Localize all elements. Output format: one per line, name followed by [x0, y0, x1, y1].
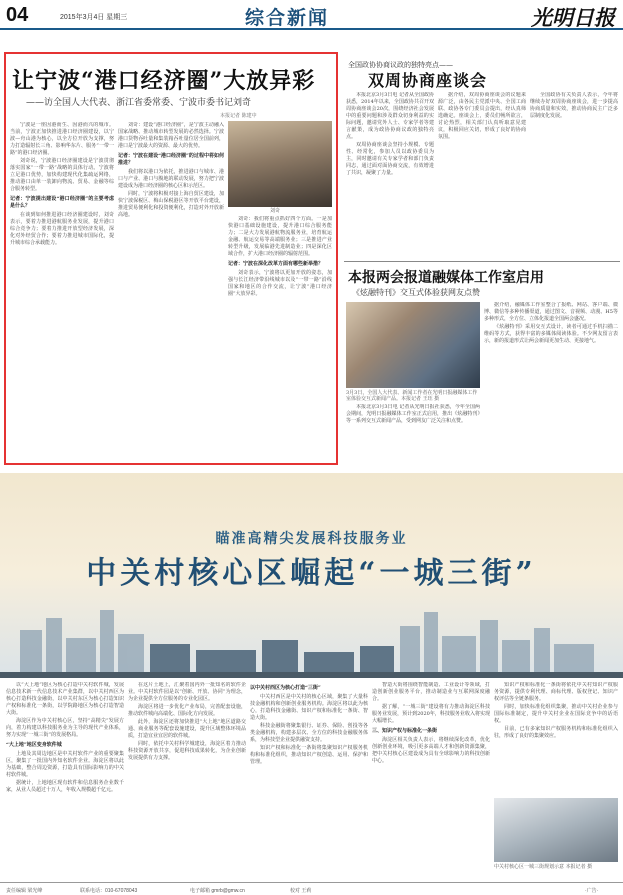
lead-portrait-photo [228, 121, 332, 207]
feature-paragraph: 据了解，“一城三街”建设将有力推动海淀区科技服务业发展，预计到2020年，科技服务业收入将实现大幅增长。 [372, 704, 490, 724]
footer-proofreader: 校对 王莉 [290, 888, 312, 894]
section-divider [344, 261, 620, 262]
feature-paragraph: 同时，加快标准化组织集聚，推动中关村企业参与国际标准制定，提升中关村企业在国际竞争中的话语权。 [494, 704, 618, 724]
footer-email: 电子邮箱 gmrb@gmw.cn [190, 888, 245, 894]
feature-paragraph: 知识产权和标准化一条街将集聚知识产权服务机构和标准化组织，推动知识产权创造、运用、保护和管理。 [250, 745, 368, 765]
feature-paragraph: 以“大上地”地区为核心打造中关村软件城，发展信息技术新一代信息技术产业集群，以中关村西区为核心打造科技金融街，以中关村东区为核心打造知识产权和标准化一条街，以学院路地区为核心打造智造大街。 [6, 682, 124, 716]
feature-paragraph: 知识产权和标准化一条街将依托中关村知识产权服务资源，提供专利代理、商标代理、版权登记、知识产权评估等全链条服务。 [494, 682, 618, 702]
feature-column-1 [6, 682, 124, 878]
lead-paragraph: 刘奇：建设“港口经济圈”，是宁波主动融入国家战略、推动城市转型发展的必然选择。宁波港口货物吞吐量和集装箱吞吐量位居全国前列，港口是宁波最大的资源、最大的优势。 [118, 122, 224, 149]
feature-kicker: 瞄准高精尖发展科技服务业 [215, 531, 408, 547]
cppcc-column-1 [346, 92, 434, 258]
cppcc-kicker: 全国政协协商议政的独特亮点—— [348, 61, 453, 69]
media-studio-subtitle: 《炫融特刊》交互式体验获网友点赞 [352, 288, 480, 297]
lead-paragraph: 宁波是一座因港而生、因港而兴的城市。当前，宁波正加快推进港口经济圈建设，以宁波—舟山港为核心，以全方位开放为支撑，努力打造辐射长三角、影响华东片、服务“一带一路”的港口经济圈。 [10, 122, 114, 156]
feature-paragraph: 海淀区相关负责人表示，将继续深化改革，优化创新创业环境，吸引更多高端人才和创新资源集聚，把中关村核心区建设成为具有全球影响力的科技创新中心。 [372, 737, 490, 764]
feature-column-3 [250, 682, 368, 878]
feature-paragraph: 此外，海淀区还将加快推进“大上地”地区道路交通、商业服务等配套设施建设，提升区域整体环境品质，打造宜业宜居的软件城。 [128, 719, 246, 739]
cppcc-column-2 [438, 92, 526, 258]
page-number: 04 [6, 4, 29, 26]
lead-column-2 [118, 122, 224, 458]
media-studio-paragraph: 据介绍，融媒体工作室整合了报纸、网站、客户端、微博、微信等多种传播渠道，通过图文、音视频、动漫、H5等多种形式，全方位、立体化报道全国两会盛况。 [484, 302, 618, 322]
feature-column-2 [128, 682, 246, 878]
lead-question: 记者：宁波在深化改革方面有哪些新举措？ [228, 261, 324, 267]
media-studio-photo [346, 302, 480, 388]
lead-subtitle: ——访全国人大代表、浙江省委常委、宁波市委书记刘奇 [26, 98, 252, 108]
media-studio-paragraph: 《炫融特刊》采用交互式设计，读者可通过手机扫描二维码等方式，获得丰富的多媒体阅读体验。不少网友留言表示，新的报道形式让两会新闻更加生动、更接地气。 [484, 324, 618, 344]
lead-column-1 [10, 122, 114, 458]
newspaper-logo: 光明日报 [531, 5, 615, 30]
feature-column-5 [494, 682, 618, 794]
media-studio-headline: 本报两会报道融媒体工作室启用 [348, 270, 544, 286]
media-studio-column-2 [484, 302, 618, 466]
feature-paragraph: 中关村西区是中关村的核心区域，聚集了大量科技金融机构和创新创业服务机构。海淀区将以此为核心，打造科技金融街、知识产权和标准化一条街、智造大街。 [250, 694, 368, 721]
lead-headline: 让宁波“港口经济圈”大放异彩 [12, 68, 316, 94]
feature-column-4 [372, 682, 490, 878]
issue-date: 2015年3月4日 星期三 [60, 14, 128, 21]
footer-ad-mark: ·广告· [585, 888, 599, 894]
lead-paragraph: 同时，宁波将积极对接上海自贸区建设，加快宁波保税区、梅山保税港区等开放平台建设，推进贸易便利化和投资便利化，打造对外开放新高地。 [118, 191, 224, 218]
lead-paragraph: 刘奇表示，宁波将以更加开放的姿态，加强与长江经济带沿线城市以及“一带一路”沿线国家和地区的合作交流，让宁波“港口经济圈”大放异彩。 [228, 270, 332, 297]
feature-paragraph: 海淀区作为中关村核心区，坚持“高精尖”发展方向，着力构建以科技服务业为主导的现代产业体系，努力实现“一城三街”的发展格局。 [6, 718, 124, 738]
masthead [0, 0, 623, 30]
lead-paragraph: 在谈到如何推进港口经济圈建设时，刘奇表示，要着力推进港航服务业发展，提升港口综合竞争力；要着力推进开放型经济发展，深化对外经贸合作；要着力推进城市国际化，提升城市综合承载能力。 [10, 212, 114, 246]
feature-paragraph: 智造大街将围绕智能制造、工业设计等领域，打造创新创业服务平台，推动制造业与互联网深度融合。 [372, 682, 490, 702]
feature-paragraph: 在这片土地上，汇聚着国内外一批知名的软件企业。中关村软件园是以“创新、开放、协同”为理念，为企业提供全方位服务的专业化园区。 [128, 682, 246, 702]
feature-site-photo [494, 798, 618, 862]
feature-paragraph: 科技金融街将聚集银行、证券、保险、创投等各类金融机构，构建多层次、全方位的科技金融服务体系，为科技型企业提供融资支持。 [250, 723, 368, 743]
feature-subhead: 以中关村西区为核心打造“三街” [250, 685, 321, 691]
cppcc-headline: 双周协商座谈会 [368, 71, 488, 90]
section-title: 综合新闻 [245, 7, 330, 29]
page-footer [0, 882, 623, 895]
feature-paragraph: 目前，已有多家知识产权服务机构和标准化组织入驻，形成了良好的集聚效应。 [494, 726, 618, 739]
media-studio-photo-caption: 3月3日，全国人大代表、新闻工作者在光明日报融媒体工作室体验交互式新闻产品。本报记者 王珏 摄 [346, 390, 478, 402]
feature-paragraph: 海淀区将进一步优化产业布局，完善配套设施，推动软件城向高端化、国际化方向发展。 [128, 704, 246, 717]
lead-question: 记者：宁波在建设“港口经济圈”的过程中将如何推进？ [118, 153, 224, 166]
cppcc-paragraph: 全国政协有关负责人表示，今年将继续办好双周协商座谈会，进一步提高协商质量和实效，推动协商民主广泛多层制度化发展。 [530, 92, 618, 119]
footer-phone: 联系电话：010-67078043 [80, 888, 138, 894]
media-studio-paragraph: 本报北京3月3日电 记者从光明日报社获悉，今年全国两会期间，光明日报融媒体工作室正式启用，推出《炫融特刊》等一系列交互式新闻产品，受到网友广泛关注和点赞。 [346, 404, 480, 424]
lead-paragraph: 我们将以港口为依托，推进港口与城市、港口与产业、港口与腹地的联动发展，努力把宁波建设成为港口经济圈的核心区和示范区。 [118, 169, 224, 189]
city-skyline-illustration [0, 600, 623, 678]
media-studio-column-1 [346, 404, 480, 466]
lead-paragraph: 刘奇：我们将重点抓好四个方面。一是加快港口基础设施建设，提升港口综合服务能力；二是大力发展港航物流服务业，培育航运金融、航运交易等高端服务业；三是推进产业转型升级，发展临港先进制造业；四是深化区域合作，扩大港口经济圈的辐射范围。 [228, 216, 332, 257]
feature-subhead: 三、知识产权与标准化一条街 [372, 728, 438, 734]
cppcc-column-3 [530, 92, 618, 258]
lead-photo-caption: 刘奇 [270, 208, 281, 214]
feature-paragraph: 同时，依托中关村科学城建设，海淀区着力推动科技资源开放共享，促进科技成果转化，为企业创新发展提供有力支撑。 [128, 741, 246, 761]
feature-subhead: “大上地”地区变身软件城 [6, 742, 62, 748]
lead-question: 记者：宁波提出建设“港口经济圈”的主要考虑是什么？ [10, 196, 114, 209]
feature-headline: 中关村核心区崛起“一城三街” [86, 556, 537, 591]
cppcc-paragraph: 据介绍，双周协商座谈会的议题来源广泛，由各民主党派中央、全国工商联、政协各专门委员会提出，经认真筛选确定。座谈会上，委员们畅所欲言，讨论热烈，相关部门认真听取意见建议，积极回应关切，形成了良好的协商氛围。 [438, 92, 526, 140]
feature-paragraph: 据统计，上地地区现有软件和信息服务企业数千家，从业人员超过十万人，年收入规模超千亿元。 [6, 780, 124, 793]
lead-byline: 本报记者 陈建中 [220, 113, 257, 119]
lead-paragraph: 刘奇说，宁波港口经济圈建设是宁波贯彻落实国家“一带一路”战略的具体行动。宁波将立足港口优势，加快构建现代化集疏运网络，推动港口由单一装卸向物流、贸易、金融等综合服务转型。 [10, 158, 114, 192]
feature-photo-caption: 中关村核心区一城三街规划示意 本报记者 摄 [494, 864, 593, 870]
footer-editor: 责任编辑 梁光峰 [6, 888, 43, 894]
feature-paragraph: 上地及其周边地区是中关村软件产业的重要聚集区，聚集了一批国内外知名软件企业。海淀区将以此为基础，整合周边资源，打造具有国际影响力的中关村软件城。 [6, 751, 124, 778]
cppcc-paragraph: 本报北京3月3日电 记者从全国政协获悉，2014年以来，全国政协共召开双周协商座谈会20次，围绕经济社会发展中的重要问题和涉及群众切身利益的实际问题，邀请党外人士、专家学者等建言献策，成为政协协商议政的独特亮点。 [346, 92, 434, 140]
cppcc-paragraph: 双周协商座谈会坚持小规模、专题性、经常化，参加人员以政协委员为主，同时邀请有关专家学者和部门负责同志，通过面对面协商交流，有效增进了共识，凝聚了力量。 [346, 142, 434, 176]
lead-column-3 [228, 216, 332, 458]
